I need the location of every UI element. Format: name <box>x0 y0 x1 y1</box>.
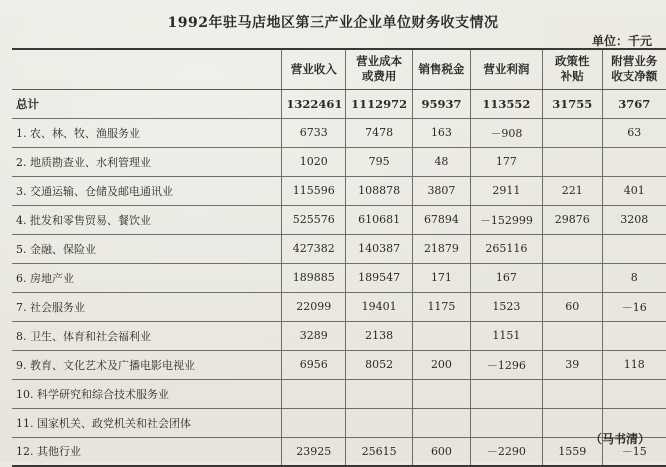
row-label: 1. 农、林、牧、渔服务业 <box>12 118 282 147</box>
header-item <box>12 49 282 89</box>
header-subsidy-line1: 政策性 <box>554 54 590 69</box>
cell-tax: 1175 <box>413 292 471 321</box>
cell-subsidy: 29876 <box>542 205 602 234</box>
row-label: 总计 <box>12 89 282 118</box>
header-cost-line1: 营业成本 <box>356 54 403 69</box>
cell-cost: 8052 <box>346 350 413 379</box>
row-label: 3. 交通运输、仓储及邮电通讯业 <box>12 176 282 205</box>
table-row <box>12 408 666 437</box>
cell-subsidy: 221 <box>542 176 602 205</box>
cell-profit <box>470 408 542 437</box>
cell-cost: 1112972 <box>346 89 413 118</box>
cell-tax: 48 <box>413 147 471 176</box>
cell-tax <box>413 321 471 350</box>
cell-profit: 177 <box>470 147 542 176</box>
cell-other <box>602 147 666 176</box>
cell-cost <box>346 379 413 408</box>
row-label: 6. 房地产业 <box>12 263 282 292</box>
cell-profit: －152999 <box>470 205 542 234</box>
cell-tax <box>413 379 471 408</box>
cell-profit: －2290 <box>470 437 542 466</box>
cell-tax: 95937 <box>413 89 471 118</box>
cell-other: 8 <box>602 263 666 292</box>
cell-subsidy: 1559 <box>542 437 602 466</box>
cell-subsidy: 39 <box>542 350 602 379</box>
cell-cost: 189547 <box>346 263 413 292</box>
header-revenue: 营业收入 <box>282 49 346 89</box>
cell-tax: 67894 <box>413 205 471 234</box>
cell-tax: 171 <box>413 263 471 292</box>
cell-revenue: 115596 <box>282 176 346 205</box>
cell-cost: 25615 <box>346 437 413 466</box>
table-row <box>12 379 666 408</box>
header-subsidy-line2: 补贴 <box>560 69 584 84</box>
row-label: 9. 教育、文化艺术及广播电影电视业 <box>12 350 282 379</box>
cell-other <box>602 234 666 263</box>
header-profit: 营业利润 <box>470 49 542 89</box>
cell-other: －16 <box>602 292 666 321</box>
cell-tax: 600 <box>413 437 471 466</box>
table-row <box>12 263 666 292</box>
header-other-line2: 收支净额 <box>611 69 658 84</box>
cell-revenue: 525576 <box>282 205 346 234</box>
cell-profit: －1296 <box>470 350 542 379</box>
cell-subsidy: 60 <box>542 292 602 321</box>
cell-tax: 3807 <box>413 176 471 205</box>
cell-subsidy <box>542 263 602 292</box>
cell-revenue: 189885 <box>282 263 346 292</box>
table-row <box>12 147 666 176</box>
table-row <box>12 350 666 379</box>
cell-revenue: 6956 <box>282 350 346 379</box>
cell-revenue <box>282 379 346 408</box>
document-title: 1992年驻马店地区第三产业企业单位财务收支情况 <box>167 15 499 31</box>
cell-other: 3767 <box>602 89 666 118</box>
cell-subsidy <box>542 321 602 350</box>
table-row <box>12 176 666 205</box>
table-row <box>12 234 666 263</box>
cell-other <box>602 379 666 408</box>
cell-profit: 113552 <box>470 89 542 118</box>
table-row <box>12 118 666 147</box>
cell-tax: 200 <box>413 350 471 379</box>
table-row-total <box>12 89 666 118</box>
cell-other: －15 <box>602 437 666 466</box>
cell-revenue <box>282 408 346 437</box>
cell-revenue: 1322461 <box>282 89 346 118</box>
cell-other: 401 <box>602 176 666 205</box>
row-label: 8. 卫生、体育和社会福利业 <box>12 321 282 350</box>
table-row <box>12 205 666 234</box>
cell-profit <box>470 379 542 408</box>
row-label: 4. 批发和零售贸易、餐饮业 <box>12 205 282 234</box>
cell-cost: 610681 <box>346 205 413 234</box>
header-other <box>602 49 666 89</box>
cell-cost: 795 <box>346 147 413 176</box>
cell-cost <box>346 408 413 437</box>
cell-tax <box>413 408 471 437</box>
row-label: 7. 社会服务业 <box>12 292 282 321</box>
row-label: 12. 其他行业 <box>12 437 282 466</box>
cell-subsidy: 31755 <box>542 89 602 118</box>
cell-subsidy <box>542 147 602 176</box>
cell-tax: 21879 <box>413 234 471 263</box>
cell-other: 118 <box>602 350 666 379</box>
cell-profit: 2911 <box>470 176 542 205</box>
cell-subsidy <box>542 234 602 263</box>
cell-other: 3208 <box>602 205 666 234</box>
cell-profit: －908 <box>470 118 542 147</box>
table-row <box>12 292 666 321</box>
cell-profit: 167 <box>470 263 542 292</box>
table-header-row <box>12 49 666 89</box>
unit-label: 单位：千元 <box>591 34 652 48</box>
cell-revenue: 6733 <box>282 118 346 147</box>
row-label: 10. 科学研究和综合技术服务业 <box>12 379 282 408</box>
table-row <box>12 321 666 350</box>
row-label: 5. 金融、保险业 <box>12 234 282 263</box>
header-cost-line2: 或费用 <box>361 69 397 84</box>
header-tax: 销售税金 <box>413 49 471 89</box>
cell-cost: 7478 <box>346 118 413 147</box>
row-label: 2. 地质勘查业、水利管理业 <box>12 147 282 176</box>
cell-other: 63 <box>602 118 666 147</box>
cell-subsidy <box>542 379 602 408</box>
cell-revenue: 427382 <box>282 234 346 263</box>
cell-profit: 1151 <box>470 321 542 350</box>
cell-cost: 2138 <box>346 321 413 350</box>
cell-cost: 19401 <box>346 292 413 321</box>
cell-revenue: 1020 <box>282 147 346 176</box>
header-subsidy <box>542 49 602 89</box>
cell-revenue: 3289 <box>282 321 346 350</box>
row-label: 11. 国家机关、政党机关和社会团体 <box>12 408 282 437</box>
cell-tax: 163 <box>413 118 471 147</box>
header-cost <box>346 49 413 89</box>
cell-profit: 1523 <box>470 292 542 321</box>
cell-cost: 140387 <box>346 234 413 263</box>
cell-cost: 108878 <box>346 176 413 205</box>
cell-profit: 265116 <box>470 234 542 263</box>
cell-revenue: 23925 <box>282 437 346 466</box>
cell-other <box>602 321 666 350</box>
author-credit: （马书清） <box>589 432 650 446</box>
cell-subsidy <box>542 118 602 147</box>
finance-table <box>12 48 666 467</box>
cell-revenue: 22099 <box>282 292 346 321</box>
header-other-line1: 附营业务 <box>611 54 658 69</box>
